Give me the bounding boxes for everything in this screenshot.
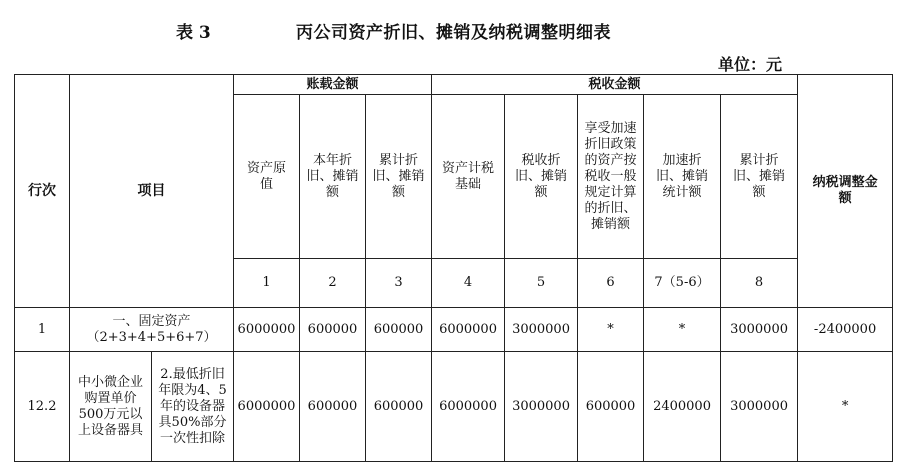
row-item-formula: （2+3+4+5+6+7） <box>86 329 217 345</box>
row-no: 1 <box>15 308 70 352</box>
header-general-rule-depreciation: 享受加速折旧政策的资产按税收一般规定计算的折旧、摊销额 <box>578 95 644 259</box>
cell-value: 600000 <box>300 308 366 352</box>
cell-value: 600000 <box>366 308 432 352</box>
cell-value: 6000000 <box>234 352 300 462</box>
column-number: 2 <box>300 259 366 308</box>
header-tax-adjustment: 纳税调整金额 <box>798 75 893 308</box>
header-row-no: 行次 <box>15 75 70 308</box>
row-item-title: 一、固定资产 <box>112 313 191 329</box>
header-current-year-depreciation: 本年折旧、摊销额 <box>300 95 366 259</box>
table-number: 表 3 <box>176 23 211 43</box>
cell-value: * <box>644 308 721 352</box>
cell-value: * <box>798 352 893 462</box>
table-row <box>15 352 893 462</box>
cell-value: 600000 <box>366 352 432 462</box>
header-accelerated-statistic: 加速折旧、摊销统计额 <box>644 95 721 259</box>
column-number: 7（5-6） <box>644 259 721 308</box>
header-tax-depreciation: 税收折旧、摊销额 <box>505 95 578 259</box>
table-row <box>15 308 893 352</box>
column-number: 5 <box>505 259 578 308</box>
column-number: 1 <box>234 259 300 308</box>
row-no: 12.2 <box>15 352 70 462</box>
header-tax-basis: 资产计税基础 <box>432 95 505 259</box>
cell-value: 6000000 <box>234 308 300 352</box>
column-number: 6 <box>578 259 644 308</box>
header-accumulated-depreciation: 累计折旧、摊销额 <box>366 95 432 259</box>
depreciation-table <box>14 74 893 462</box>
cell-value: 6000000 <box>432 352 505 462</box>
cell-value: 3000000 <box>505 308 578 352</box>
cell-value: 6000000 <box>432 308 505 352</box>
header-item: 项目 <box>70 75 234 308</box>
header-tax-accumulated-depreciation: 累计折旧、摊销额 <box>721 95 798 259</box>
title-row <box>0 18 902 44</box>
column-number: 3 <box>366 259 432 308</box>
row-item-category: 中小微企业购置单价500万元以上设备器具 <box>70 352 152 462</box>
cell-value: 3000000 <box>721 308 798 352</box>
header-book-amount: 账载金额 <box>234 75 432 95</box>
header-asset-original-value: 资产原值 <box>234 95 300 259</box>
page-title: 丙公司资产折旧、摊销及纳税调整明细表 <box>296 23 611 43</box>
header-tax-amount: 税收金额 <box>432 75 798 95</box>
unit-label: 单位：元 <box>718 55 783 74</box>
cell-value: 600000 <box>578 352 644 462</box>
column-number: 4 <box>432 259 505 308</box>
cell-value: 3000000 <box>505 352 578 462</box>
cell-value: * <box>578 308 644 352</box>
column-number: 8 <box>721 259 798 308</box>
cell-value: 600000 <box>300 352 366 462</box>
cell-value: 3000000 <box>721 352 798 462</box>
row-item-detail: 2.最低折旧年限为4、5年的设备器具50%部分一次性扣除 <box>152 352 234 462</box>
cell-value: -2400000 <box>798 308 893 352</box>
cell-value: 2400000 <box>644 352 721 462</box>
row-item <box>70 308 234 352</box>
